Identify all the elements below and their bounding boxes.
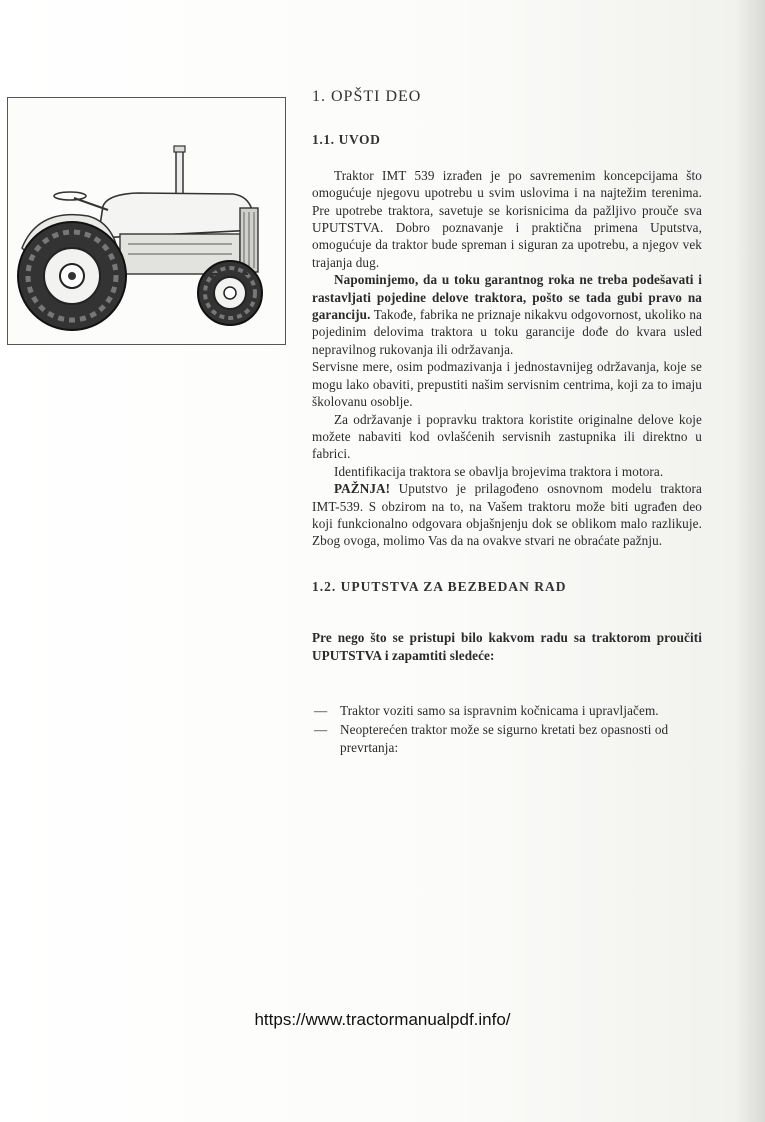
identification-paragraph: Identifikacija traktora se obavlja brojevima traktora i motora. <box>334 463 664 479</box>
safety-lead-paragraph: Pre nego što se pristupi bilo kakvom radu sa traktorom proučiti UPUTSTVA i zapamtiti sledeće: <box>312 630 702 663</box>
subsection-heading-intro: 1.1. UVOD <box>312 132 381 148</box>
tractor-drawing <box>8 98 287 346</box>
list-item <box>312 721 702 756</box>
warranty-bold-text: Napominjemo, da u toku garantnog roka ne treba podešavati i rastavljati pojedine delove traktora, pošto se tada gubi pravo na garanciju. <box>312 272 702 323</box>
warranty-text: Takođe, fabrika ne priznaje nikakvu odgovornost, ukoliko na pojedinim delovima traktora u toku garancije dođe do kvara usled nepravilnog rukovanja ili održavanja. <box>312 307 702 357</box>
section-heading: 1. OPŠTI DEO <box>312 88 422 105</box>
list-item-text: Neopterećen traktor može se sigurno kretati bez opasnosti od prevrtanja: <box>340 722 669 755</box>
subsection-heading-safety: 1.2. UPUTSTVA ZA BEZBEDAN RAD <box>312 578 567 594</box>
dash-bullet: — <box>314 702 328 718</box>
text-column <box>312 88 702 758</box>
attention-paragraph <box>312 480 702 550</box>
source-url[interactable]: https://www.tractormanualpdf.info/ <box>254 1010 511 1029</box>
intro-paragraph: Traktor IMT 539 izrađen je po savremenim koncepcijama što omogućuje njegovu upotrebu u svim uslovima i na najtežim terenima. Pre upotrebe traktora, savetuje se korisnicima da pažljivo prouče sva UPUTSTVA. Dobro poznavanje i praktična primena Uputstva, omogućuje da traktor bude spreman i siguran za upotrebu, a njegov vek trajanja dug. <box>312 167 702 270</box>
parts-paragraph: Za održavanje i popravku traktora koristite originalne delove koje možete nabaviti kod ovlašćenih servisnih zastupnika ili direktno u fabrici. <box>312 411 702 462</box>
list-item-text: Traktor voziti samo sa ispravnim kočnicama i upravljačem. <box>340 702 659 718</box>
attention-label: PAŽNJA! <box>334 481 391 497</box>
attention-text: Uputstvo je prilagođeno osnovnom modelu traktora IMT-539. S obzirom na to, na Vašem traktoru može biti ugrađen deo koji funkcionalno odgovara objašnjenju dok se oblikom malo razlikuje. Zbog ovoga, molimo Vas da na ovakve stvari ne obraćate pažnju. <box>312 481 702 549</box>
dash-bullet: — <box>314 722 328 738</box>
safety-list <box>312 702 702 756</box>
warranty-paragraph <box>312 271 702 358</box>
tractor-illustration <box>7 97 286 345</box>
list-item <box>312 702 702 719</box>
service-paragraph: Servisne mere, osim podmazivanja i jednostavnijeg održavanja, koje se mogu lako obaviti, prepustiti našim servisnim centrima, koji za to imaju školovanu osoblje. <box>312 359 702 410</box>
